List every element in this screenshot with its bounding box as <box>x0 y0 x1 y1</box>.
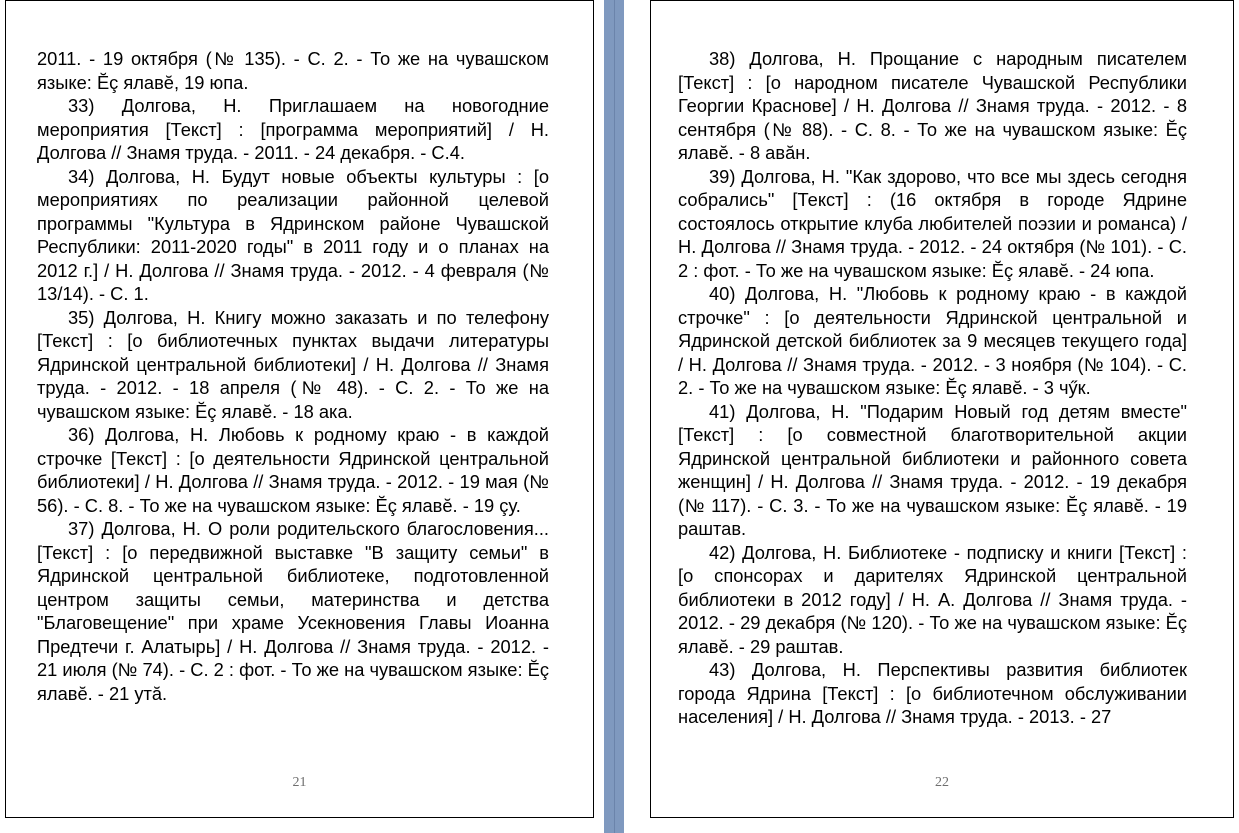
page-22-text <box>678 47 1187 729</box>
bibliography-entry-37: 37) Долгова, Н. О роли родительского благословения... [Текст] : [о передвижной выставке "В защиту семьи" в Ядринской центральной библиотеке, подготовленной центром защиты семьи, материнства и детства "Благовещение" при храме Усекновения Главы Иоанна Предтечи г. Алатырь] / Н. Долгова // Знамя труда. - 2012. - 21 июля (№ 74). - С. 2 : фот. - То же на чувашском языке: Ĕç ялавĕ. - 21 утă. <box>37 518 549 704</box>
page-22 <box>650 0 1234 818</box>
bibliography-entry-38: 38) Долгова, Н. Прощание с народным писателем [Текст] : [о народном писателе Чувашской Республики Георгии Краснове] / Н. Долгова // Знамя труда. - 2012. - 8 сентября (№ 88). - С. 8. - То же на чувашском языке: Ĕç ялавĕ. - 8 авăн. <box>678 48 1187 163</box>
page-21 <box>5 0 594 818</box>
page-number: 21 <box>292 775 307 790</box>
bibliography-entry-41: 41) Долгова, Н. "Подарим Новый год детям вместе" [Текст] : [о совместной благотворительной акции Ядринской центральной библиотеки и районного совета женщин] / Н. Долгова // Знамя труда. - 2012. - 19 декабря (№ 117). - С. 3. - То же на чувашском языке: Ĕç ялавĕ. - 19 раштав. <box>678 400 1187 539</box>
bibliography-entry-42: 42) Долгова, Н. Библиотеке - подписку и книги [Текст] : [о спонсорах и дарителях Ядринской центральной библиотеки в 2012 году] / Н. А. Долгова // Знамя труда. - 2012. - 29 декабря (№ 120). - То же на чувашском языке: Ĕç ялавĕ. - 29 раштав. <box>678 541 1187 657</box>
bibliography-entry-35: 35) Долгова, Н. Книгу можно заказать и по телефону [Текст] : [о библиотечных пунктах выдачи литературы Ядринской центральной библиотеки] / Н. Долгова // Знамя труда. - 2012. - 18 апреля (№ 48). - С. 2. - То же на чувашском языке: Ĕç ялавĕ. - 18 ака. <box>37 306 549 422</box>
bibliography-entry-34: 34) Долгова, Н. Будут новые объекты культуры : [о мероприятиях по реализации районной целевой программы "Культура в Ядринском районе Чувашской Республики: 2011-2020 годы" в 2011 году и о планах на 2012 г.] / Н. Долгова // Знамя труда. - 2012. - 4 февраля (№ 13/14). - С. 1. <box>37 165 549 304</box>
bibliography-entry-33: 33) Долгова, Н. Приглашаем на новогодние мероприятия [Текст] : [программа мероприятий] / Н. Долгова // Знамя труда. - 2011. - 24 декабря. - С.4. <box>37 95 549 163</box>
bibliography-entry-43: 43) Долгова, Н. Перспективы развития библиотек города Ядрина [Текст] : [о библиотечном обслуживании населения] / Н. Долгова // Знамя труда. - 2013. - 27 <box>678 659 1187 727</box>
page-number: 22 <box>935 775 949 790</box>
bibliography-entry-36: 36) Долгова, Н. Любовь к родному краю - в каждой строчке [Текст] : [о деятельности Ядринской центральной библиотеки] / Н. Долгова // Знамя труда. - 2012. - 19 мая (№ 56). - С. 8. - То же на чувашском языке: Ĕç ялавĕ. - 19 çу. <box>37 424 549 516</box>
page-21-text <box>37 47 549 705</box>
bibliography-entry: 2011. - 19 октября (№ 135). - С. 2. - То же на чувашском языке: Ĕç ялавĕ, 19 юпа. <box>37 48 549 93</box>
gutter-divider <box>614 0 615 833</box>
bibliography-entry-40: 40) Долгова, Н. "Любовь к родному краю - в каждой строчке" : [о деятельности Ядринской центральной и Ядринской детской библиотек за 9 месяцев текущего года] / Н. Долгова // Знамя труда. - 2012. - 3 ноября (№ 104). - С. 2. - То же на чувашском языке: Ĕç ялавĕ. - 3 чӳк. <box>678 283 1187 398</box>
bibliography-entry-39: 39) Долгова, Н. "Как здорово, что все мы здесь сегодня собрались" [Текст] : (16 октября в городе Ядрине состоялось открытие клуба любителей поэзии и романса) / Н. Долгова // Знамя труда. - 2012. - 24 октября (№ 101). - С. 2 : фот. - То же на чувашском языке: Ĕç ялавĕ. - 24 юпа. <box>678 165 1187 281</box>
